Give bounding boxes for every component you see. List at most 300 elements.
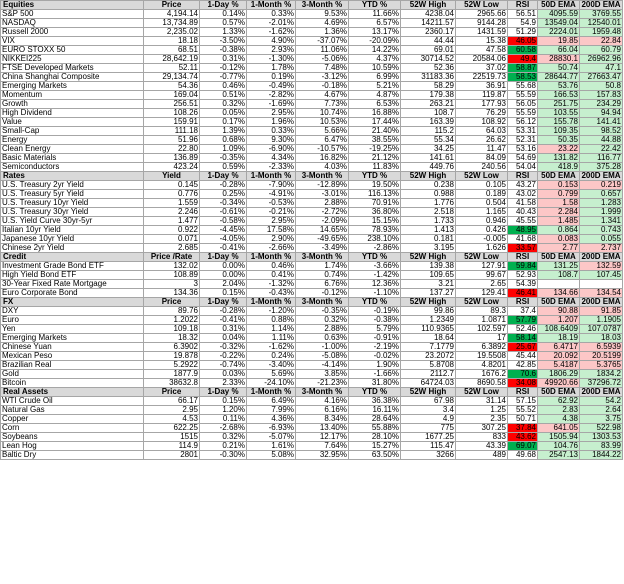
table-row bbox=[1, 397, 623, 406]
cell-1-day: -0.22% bbox=[200, 352, 247, 361]
cell-52w-high: 2360.17 bbox=[401, 28, 456, 37]
asset-name: Basic Materials bbox=[1, 154, 144, 163]
cell-50d-ema: 2547.13 bbox=[538, 451, 580, 460]
cell-1-day: 0.57% bbox=[200, 19, 247, 28]
cell-52w-high: 34.25 bbox=[401, 145, 456, 154]
cell-rsi: 40.43 bbox=[508, 208, 538, 217]
cell-3-month: 6.16% bbox=[296, 406, 349, 415]
table-row bbox=[1, 73, 623, 82]
column-header: 52W High bbox=[401, 253, 456, 262]
cell-price: 169.04 bbox=[144, 91, 200, 100]
cell-3-month: 13.40% bbox=[296, 424, 349, 433]
asset-name: Baltic Dry bbox=[1, 451, 144, 460]
cell-50d-ema: 28644.77 bbox=[538, 73, 580, 82]
table-row bbox=[1, 424, 623, 433]
asset-name: 30-Year Fixed Rate Mortgage bbox=[1, 280, 144, 289]
cell-200d-ema: 116.77 bbox=[580, 154, 623, 163]
asset-name: EURO STOXX 50 bbox=[1, 46, 144, 55]
cell-52w-high: 0.181 bbox=[401, 235, 456, 244]
cell-price: 2,235.02 bbox=[144, 28, 200, 37]
cell-rsi: 59.84 bbox=[508, 262, 538, 271]
cell-52w-high: 1.733 bbox=[401, 217, 456, 226]
cell-1-month: -1.20% bbox=[247, 307, 296, 316]
cell-rsi: 58.14 bbox=[508, 334, 538, 343]
column-header: 200D EMA bbox=[581, 171, 621, 180]
cell-price: 111.18 bbox=[144, 127, 200, 136]
cell-50d-ema: 0.864 bbox=[538, 226, 580, 235]
cell-50d-ema: 251.75 bbox=[538, 100, 580, 109]
column-header: 1-Month % bbox=[247, 172, 296, 181]
cell-3-month: -2.09% bbox=[296, 217, 349, 226]
column-header: RSI bbox=[508, 388, 538, 397]
section-title: FX bbox=[1, 298, 144, 307]
column-header: 1-Day % bbox=[200, 298, 247, 307]
cell-rsi: 48.95 bbox=[508, 226, 538, 235]
cell-50d-ema: 18.19 bbox=[538, 334, 580, 343]
cell-price: 2.685 bbox=[144, 244, 200, 253]
cell-ytd: -1.10% bbox=[349, 289, 401, 298]
cell-50d-ema: 1505.94 bbox=[538, 433, 580, 442]
cell-52w-high: 139.38 bbox=[401, 262, 456, 271]
cell-1-month: -0.53% bbox=[247, 199, 296, 208]
cell-price: 28,642.19 bbox=[144, 55, 200, 64]
column-header: Price bbox=[144, 298, 200, 307]
table-row bbox=[1, 307, 623, 316]
cell-200d-ema: 2.737 bbox=[580, 244, 623, 253]
cell-ytd: 38.55% bbox=[349, 136, 401, 145]
cell-3-month: 4.03% bbox=[296, 163, 349, 172]
cell-price: 18.32 bbox=[144, 334, 200, 343]
cell-1-day: 1.09% bbox=[200, 145, 247, 154]
asset-name: Value bbox=[1, 118, 144, 127]
cell-52w-low: 36.91 bbox=[456, 82, 508, 91]
cell-52w-high: 55.34 bbox=[401, 136, 456, 145]
cell-200d-ema: 141.41 bbox=[580, 118, 623, 127]
column-header: 52W High bbox=[401, 1, 456, 10]
cell-ytd: -19.25% bbox=[349, 145, 401, 154]
table-row bbox=[1, 91, 623, 100]
cell-1-day: -4.45% bbox=[200, 226, 247, 235]
cell-rsi: 41.68 bbox=[508, 235, 538, 244]
asset-name: Chinese 2yr Yield bbox=[1, 244, 144, 253]
cell-1-month: 2.90% bbox=[247, 235, 296, 244]
cell-ytd: 15.15% bbox=[349, 217, 401, 226]
cell-3-month: -49.65% bbox=[296, 235, 349, 244]
table-row bbox=[1, 109, 623, 118]
table-row bbox=[1, 37, 623, 46]
asset-name: Mexican Peso bbox=[1, 352, 144, 361]
cell-ytd: 19.50% bbox=[349, 181, 401, 190]
cell-ytd: 17.44% bbox=[349, 118, 401, 127]
cell-1-month: -1.30% bbox=[247, 55, 296, 64]
cell-price: 6.3902 bbox=[144, 343, 200, 352]
cell-3-month: -4.14% bbox=[296, 361, 349, 370]
cell-3-month: -0.18% bbox=[296, 82, 349, 91]
cell-1-month: 1.11% bbox=[247, 334, 296, 343]
cell-52w-high: 99.86 bbox=[401, 307, 456, 316]
cell-52w-low: 2.65 bbox=[456, 280, 508, 289]
cell-rsi: 57.79 bbox=[508, 316, 538, 325]
cell-52w-high: 179.38 bbox=[401, 91, 456, 100]
cell-52w-high: 141.61 bbox=[401, 154, 456, 163]
cell-52w-low: 15.38 bbox=[456, 37, 508, 46]
cell-1-month: -0.49% bbox=[247, 82, 296, 91]
cell-ytd: 36.38% bbox=[349, 397, 401, 406]
cell-ytd: 16.11% bbox=[349, 406, 401, 415]
cell-52w-high: 2.518 bbox=[401, 208, 456, 217]
cell-52w-high: 67.98 bbox=[401, 397, 456, 406]
cell-52w-low: 119.87 bbox=[456, 91, 508, 100]
cell-52w-low: 99.67 bbox=[456, 271, 508, 280]
cell-52w-high: 3.21 bbox=[401, 280, 456, 289]
cell-50d-ema: 1.485 bbox=[538, 217, 580, 226]
cell-50d-ema: 109.35 bbox=[538, 127, 580, 136]
table-row bbox=[1, 235, 623, 244]
cell-ytd: 11.83% bbox=[349, 163, 401, 172]
cell-1-day: 0.15% bbox=[200, 397, 247, 406]
column-header: YTD % bbox=[349, 1, 401, 10]
cell-rsi: 57.15 bbox=[508, 397, 538, 406]
cell-50d-ema: 53.76 bbox=[538, 82, 580, 91]
table-row bbox=[1, 64, 623, 73]
cell-200d-ema: 26962.96 bbox=[580, 55, 623, 64]
column-header: 1-Day % bbox=[200, 253, 247, 262]
asset-name: High Dividend bbox=[1, 109, 144, 118]
cell-ytd: -0.19% bbox=[349, 307, 401, 316]
cell-50d-ema bbox=[538, 280, 580, 289]
cell-price: 68.51 bbox=[144, 46, 200, 55]
table-row bbox=[1, 289, 623, 298]
cell-1-day: 1.33% bbox=[200, 28, 247, 37]
section-title: Real Assets bbox=[1, 388, 144, 397]
cell-3-month: 2.88% bbox=[296, 199, 349, 208]
column-header: Price /Rate bbox=[144, 253, 200, 262]
section-title: Rates bbox=[1, 172, 144, 181]
cell-price: 4.53 bbox=[144, 415, 200, 424]
cell-rsi: 52.31 bbox=[508, 136, 538, 145]
cell-200d-ema: 134.54 bbox=[580, 289, 623, 298]
cell-200d-ema: 1.341 bbox=[580, 217, 623, 226]
cell-52w-low: 833 bbox=[456, 433, 508, 442]
cell-1-day: 0.21% bbox=[200, 442, 247, 451]
asset-name: Yen bbox=[1, 325, 144, 334]
cell-rsi: 58.87 bbox=[508, 64, 538, 73]
table-row bbox=[1, 433, 623, 442]
cell-rsi: 50.71 bbox=[508, 415, 538, 424]
cell-ytd: -20.09% bbox=[349, 37, 401, 46]
table-row bbox=[1, 163, 623, 172]
cell-52w-high: 52.36 bbox=[401, 64, 456, 73]
asset-name: Small-Cap bbox=[1, 127, 144, 136]
cell-52w-high: 14211.57 bbox=[401, 19, 456, 28]
cell-50d-ema: 0.083 bbox=[538, 235, 580, 244]
cell-price: 89.76 bbox=[144, 307, 200, 316]
table-row bbox=[1, 55, 623, 64]
cell-3-month: 11.06% bbox=[296, 46, 349, 55]
column-header: 1-Day % bbox=[200, 388, 247, 397]
cell-200d-ema: 22.42 bbox=[580, 145, 623, 154]
column-header: 52W Low bbox=[456, 253, 508, 262]
cell-rsi: 54.9 bbox=[508, 19, 538, 28]
cell-rsi: 56.12 bbox=[508, 118, 538, 127]
cell-52w-low: 2.35 bbox=[456, 415, 508, 424]
cell-1-month: 17.58% bbox=[247, 226, 296, 235]
cell-1-day: 0.68% bbox=[200, 136, 247, 145]
column-header: 50D EMA bbox=[538, 298, 580, 307]
cell-200d-ema: 47.1 bbox=[580, 64, 623, 73]
cell-52w-low: 102.597 bbox=[456, 325, 508, 334]
cell-52w-high: 3.195 bbox=[401, 244, 456, 253]
cell-3-month: 0.74% bbox=[296, 271, 349, 280]
cell-3-month: 5.66% bbox=[296, 127, 349, 136]
cell-50d-ema: 2.83 bbox=[538, 406, 580, 415]
cell-1-month: 1.61% bbox=[247, 442, 296, 451]
cell-rsi: 55.59 bbox=[508, 91, 538, 100]
cell-1-month: -1.32% bbox=[247, 280, 296, 289]
cell-3-month: 14.65% bbox=[296, 226, 349, 235]
cell-200d-ema: 1303.53 bbox=[580, 433, 623, 442]
cell-ytd: 5.21% bbox=[349, 82, 401, 91]
cell-ytd: 16.88% bbox=[349, 109, 401, 118]
cell-1-day: -0.28% bbox=[200, 181, 247, 190]
cell-1-day: -0.74% bbox=[200, 361, 247, 370]
cell-rsi: 56.51 bbox=[508, 10, 538, 19]
cell-1-day: 2.04% bbox=[200, 280, 247, 289]
asset-name: Momentum bbox=[1, 91, 144, 100]
asset-name: Bitcoin bbox=[1, 379, 144, 388]
column-header: RSI bbox=[508, 1, 538, 10]
asset-name: High Yield Bond ETF bbox=[1, 271, 144, 280]
table-row bbox=[1, 361, 623, 370]
cell-52w-low: 26.62 bbox=[456, 136, 508, 145]
cell-1-month: -7.90% bbox=[247, 181, 296, 190]
cell-52w-high: 0.988 bbox=[401, 190, 456, 199]
cell-52w-high: 163.39 bbox=[401, 118, 456, 127]
cell-52w-low: 0.189 bbox=[456, 190, 508, 199]
cell-1-month: 0.24% bbox=[247, 352, 296, 361]
cell-200d-ema: 2.64 bbox=[580, 406, 623, 415]
asset-name: Growth bbox=[1, 100, 144, 109]
cell-1-day: 0.25% bbox=[200, 190, 247, 199]
asset-name: Japanese 10yr Yield bbox=[1, 235, 144, 244]
cell-200d-ema: 5.3765 bbox=[580, 361, 623, 370]
cell-52w-high: 115.47 bbox=[401, 442, 456, 451]
cell-1-day: 2.33% bbox=[200, 379, 247, 388]
cell-ytd: 238.10% bbox=[349, 235, 401, 244]
cell-1-month: 6.49% bbox=[247, 397, 296, 406]
cell-price: 19.878 bbox=[144, 352, 200, 361]
cell-ytd: 12.36% bbox=[349, 280, 401, 289]
cell-rsi: 54.04 bbox=[508, 163, 538, 172]
cell-ytd: 1.90% bbox=[349, 361, 401, 370]
cell-50d-ema: 1.207 bbox=[538, 316, 580, 325]
cell-200d-ema: 375.28 bbox=[580, 163, 623, 172]
cell-52w-low: 240.56 bbox=[456, 163, 508, 172]
cell-1-month: -0.21% bbox=[247, 208, 296, 217]
cell-ytd: 116.13% bbox=[349, 190, 401, 199]
cell-ytd: 13.17% bbox=[349, 28, 401, 37]
asset-name: Natural Gas bbox=[1, 406, 144, 415]
cell-price: 18.18 bbox=[144, 37, 200, 46]
cell-ytd: 28.64% bbox=[349, 415, 401, 424]
cell-rsi: 54.39 bbox=[508, 280, 538, 289]
cell-52w-low: 47.58 bbox=[456, 46, 508, 55]
table-row bbox=[1, 181, 623, 190]
cell-ytd: 15.27% bbox=[349, 442, 401, 451]
cell-52w-low: 43.39 bbox=[456, 442, 508, 451]
cell-200d-ema: 83.99 bbox=[580, 442, 623, 451]
cell-200d-ema: 1.283 bbox=[580, 199, 623, 208]
cell-price: 132.02 bbox=[144, 262, 200, 271]
cell-50d-ema: 50.35 bbox=[538, 136, 580, 145]
cell-200d-ema: 107.0787 bbox=[580, 325, 623, 334]
cell-200d-ema: 54.2 bbox=[580, 397, 623, 406]
cell-1-month: -0.43% bbox=[247, 289, 296, 298]
cell-52w-low: -0.005 bbox=[456, 235, 508, 244]
table-row bbox=[1, 415, 623, 424]
cell-ytd: 36.80% bbox=[349, 208, 401, 217]
column-header: Yield bbox=[144, 172, 200, 181]
cell-ytd: 14.22% bbox=[349, 46, 401, 55]
asset-name: U.S. Treasury 5yr Yield bbox=[1, 190, 144, 199]
cell-rsi: 43.27 bbox=[508, 181, 538, 190]
cell-3-month: 9.53% bbox=[296, 10, 349, 19]
cell-rsi: 43.02 bbox=[508, 190, 538, 199]
cell-1-month: 1.14% bbox=[247, 325, 296, 334]
cell-200d-ema: 3769.55 bbox=[580, 10, 623, 19]
cell-ytd: -0.91% bbox=[349, 334, 401, 343]
cell-ytd: -2.86% bbox=[349, 244, 401, 253]
asset-name: Semiconductors bbox=[1, 163, 144, 172]
asset-name: Emerging Markets bbox=[1, 82, 144, 91]
cell-rsi: 34.08 bbox=[508, 379, 538, 388]
cell-ytd: 63.50% bbox=[349, 451, 401, 460]
cell-3-month: 0.32% bbox=[296, 316, 349, 325]
asset-name: China Shanghai Composite bbox=[1, 73, 144, 82]
cell-1-day: 0.32% bbox=[200, 100, 247, 109]
cell-ytd: -0.38% bbox=[349, 316, 401, 325]
cell-50d-ema: 1806.29 bbox=[538, 370, 580, 379]
cell-1-day: 0.00% bbox=[200, 262, 247, 271]
cell-rsi: 54.69 bbox=[508, 154, 538, 163]
column-header: 52W High bbox=[401, 298, 456, 307]
cell-52w-high: 1677.25 bbox=[401, 433, 456, 442]
column-header: 200D EMA bbox=[581, 252, 621, 261]
table-row bbox=[1, 343, 623, 352]
cell-1-month: 4.90% bbox=[247, 37, 296, 46]
cell-3-month: 4.67% bbox=[296, 91, 349, 100]
cell-1-month: 1.96% bbox=[247, 118, 296, 127]
table-row bbox=[1, 352, 623, 361]
cell-52w-low: 76.29 bbox=[456, 109, 508, 118]
cell-ytd: 70.91% bbox=[349, 199, 401, 208]
table-row bbox=[1, 406, 623, 415]
column-header: 200D EMA bbox=[581, 0, 621, 9]
column-header: 200D EMA bbox=[581, 297, 621, 306]
cell-200d-ema: 1959.48 bbox=[580, 28, 623, 37]
cell-52w-low: 489 bbox=[456, 451, 508, 460]
cell-50d-ema: 104.76 bbox=[538, 442, 580, 451]
cell-50d-ema: 6.4717 bbox=[538, 343, 580, 352]
cell-3-month: 10.53% bbox=[296, 118, 349, 127]
column-header: 52W High bbox=[401, 388, 456, 397]
cell-1-day: -3.50% bbox=[200, 37, 247, 46]
column-header: 1-Month % bbox=[247, 253, 296, 262]
table-row bbox=[1, 442, 623, 451]
cell-ytd: 31.80% bbox=[349, 379, 401, 388]
cell-52w-low: 6.3892 bbox=[456, 343, 508, 352]
cell-52w-high: 7.1779 bbox=[401, 343, 456, 352]
cell-1-month: 9.30% bbox=[247, 136, 296, 145]
column-header: 3-Month % bbox=[296, 172, 349, 181]
cell-1-day: 1.39% bbox=[200, 127, 247, 136]
cell-52w-high: 775 bbox=[401, 424, 456, 433]
cell-price: 13,734.89 bbox=[144, 19, 200, 28]
cell-price: 2.95 bbox=[144, 406, 200, 415]
table-row bbox=[1, 208, 623, 217]
column-header: YTD % bbox=[349, 172, 401, 181]
cell-200d-ema: 22.84 bbox=[580, 37, 623, 46]
cell-price: 52.11 bbox=[144, 64, 200, 73]
cell-1-day: -0.12% bbox=[200, 64, 247, 73]
asset-name: Russell 2000 bbox=[1, 28, 144, 37]
cell-rsi: 43.62 bbox=[508, 433, 538, 442]
cell-ytd: 21.40% bbox=[349, 127, 401, 136]
cell-1-month: 0.88% bbox=[247, 316, 296, 325]
cell-1-month: 7.99% bbox=[247, 406, 296, 415]
cell-52w-high: 110.9365 bbox=[401, 325, 456, 334]
cell-ytd: 5.79% bbox=[349, 325, 401, 334]
cell-1-month: -3.40% bbox=[247, 361, 296, 370]
cell-3-month: 7.64% bbox=[296, 442, 349, 451]
cell-200d-ema: 91.85 bbox=[580, 307, 623, 316]
cell-price: 3 bbox=[144, 280, 200, 289]
asset-name: Investment Grade Bond ETF bbox=[1, 262, 144, 271]
cell-52w-high: 115.2 bbox=[401, 127, 456, 136]
asset-name: Corn bbox=[1, 424, 144, 433]
cell-3-month: 2.88% bbox=[296, 325, 349, 334]
asset-name: Brazilian Real bbox=[1, 361, 144, 370]
cell-price: 0.071 bbox=[144, 235, 200, 244]
cell-price: 2801 bbox=[144, 451, 200, 460]
cell-1-day: 0.46% bbox=[200, 82, 247, 91]
cell-1-month: 0.19% bbox=[247, 73, 296, 82]
cell-rsi: 58.53 bbox=[508, 73, 538, 82]
cell-50d-ema: 4.38 bbox=[538, 415, 580, 424]
cell-50d-ema: 13549.04 bbox=[538, 19, 580, 28]
cell-52w-low: 0.504 bbox=[456, 199, 508, 208]
cell-50d-ema: 4095.59 bbox=[538, 10, 580, 19]
cell-1-day: 0.00% bbox=[200, 271, 247, 280]
cell-52w-low: 31.14 bbox=[456, 397, 508, 406]
section-title: Credit bbox=[1, 253, 144, 262]
cell-1-month: 1.78% bbox=[247, 64, 296, 73]
cell-50d-ema: 20.092 bbox=[538, 352, 580, 361]
cell-1-day: -0.28% bbox=[200, 307, 247, 316]
cell-1-day: 1.20% bbox=[200, 406, 247, 415]
table-row bbox=[1, 316, 623, 325]
cell-1-day: 0.32% bbox=[200, 433, 247, 442]
table-row bbox=[1, 325, 623, 334]
column-header: 50D EMA bbox=[538, 172, 580, 181]
cell-price: 29,134.74 bbox=[144, 73, 200, 82]
cell-rsi: 52.93 bbox=[508, 271, 538, 280]
cell-52w-low: 108.92 bbox=[456, 118, 508, 127]
cell-52w-low: 307.25 bbox=[456, 424, 508, 433]
column-header: 52W Low bbox=[456, 172, 508, 181]
asset-name: Euro bbox=[1, 316, 144, 325]
cell-price: 54.36 bbox=[144, 82, 200, 91]
